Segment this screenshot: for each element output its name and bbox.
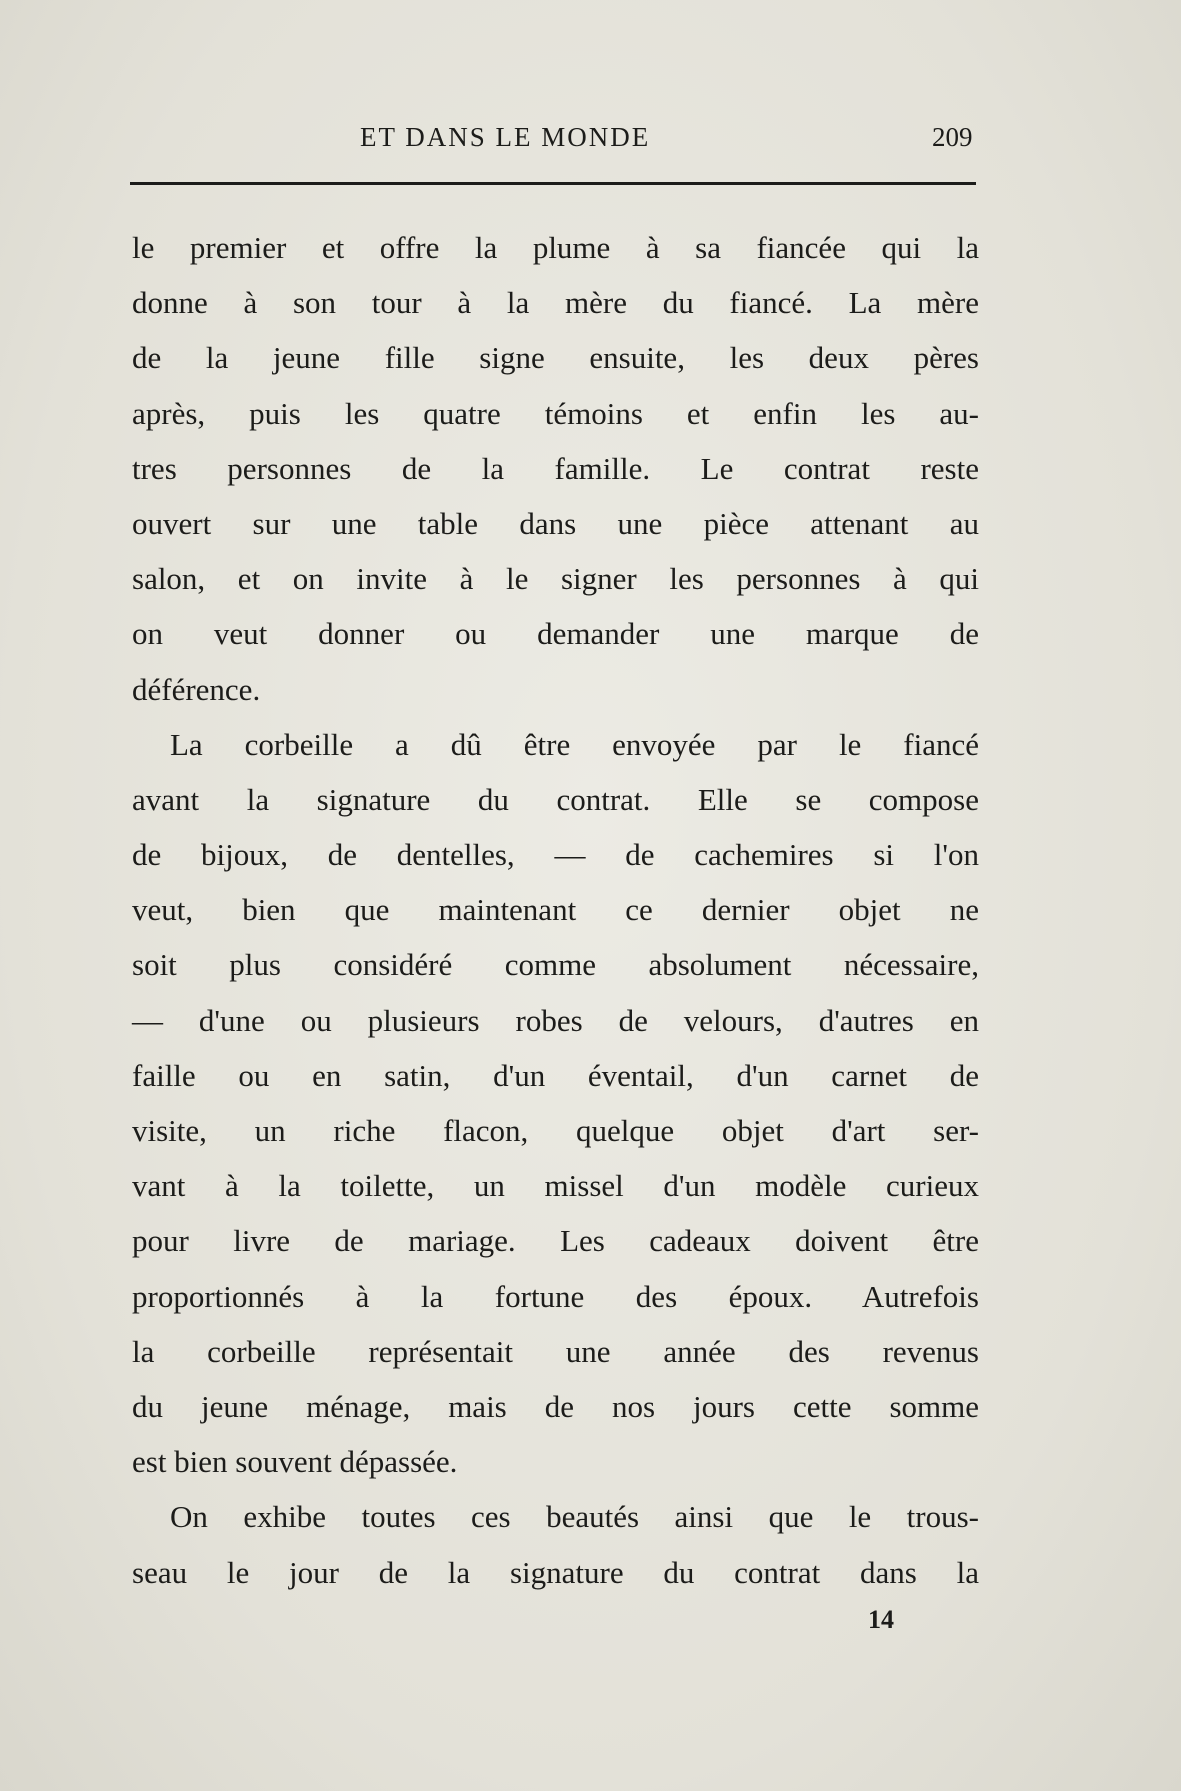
text-line: de la jeune fille signe ensuite, les deux pères: [132, 340, 979, 376]
text-line: faille ou en satin, d'un éventail, d'un carnet de: [132, 1057, 979, 1093]
text-line: donne à son tour à la mère du fiancé. La mère: [132, 285, 979, 321]
text-line: pour livre de mariage. Les cadeaux doivent être: [132, 1223, 979, 1259]
text-line: de bijoux, de dentelles, — de cachemires si l'on: [132, 837, 979, 873]
text-line: le premier et offre la plume à sa fiancée qui la: [132, 230, 979, 265]
text-line: seau le jour de la signature du contrat dans la: [132, 1554, 979, 1590]
header-rule: [130, 182, 976, 185]
text-line: — d'une ou plusieurs robes de velours, d'autres en: [132, 1002, 979, 1038]
text-line: est bien souvent dépassée.: [132, 1444, 458, 1480]
running-title: ET DANS LE MONDE: [360, 122, 651, 152]
text-line: avant la signature du contrat. Elle se compose: [132, 781, 979, 817]
text-line: ouvert sur une table dans une pièce attenant au: [132, 505, 979, 541]
text-line: visite, un riche flacon, quelque objet d'art ser-: [132, 1113, 979, 1148]
text-line: proportionnés à la fortune des époux. Autrefois: [132, 1278, 979, 1314]
text-line: vant à la toilette, un missel d'un modèle curieux: [132, 1168, 979, 1204]
text-line: tres personnes de la famille. Le contrat reste: [132, 450, 979, 486]
text-line: salon, et on invite à le signer les personnes à qui: [132, 561, 979, 597]
text-line: on veut donner ou demander une marque de: [132, 616, 979, 652]
text-line: veut, bien que maintenant ce dernier objet ne: [132, 892, 979, 928]
text-line: du jeune ménage, mais de nos jours cette somme: [132, 1388, 979, 1424]
body-text: [132, 220, 979, 1600]
text-line: après, puis les quatre témoins et enfin les au-: [132, 395, 979, 431]
signature-mark: 14: [868, 1605, 894, 1634]
text-line: la corbeille représentait une année des revenus: [132, 1333, 979, 1369]
page-number: 209: [932, 122, 973, 152]
text-line: déférence.: [132, 671, 261, 707]
text-line: soit plus considéré comme absolument nécessaire,: [132, 947, 979, 983]
text-line: La corbeille a dû être envoyée par le fiancé: [170, 726, 979, 762]
text-line: On exhibe toutes ces beautés ainsi que le trous-: [170, 1499, 979, 1535]
